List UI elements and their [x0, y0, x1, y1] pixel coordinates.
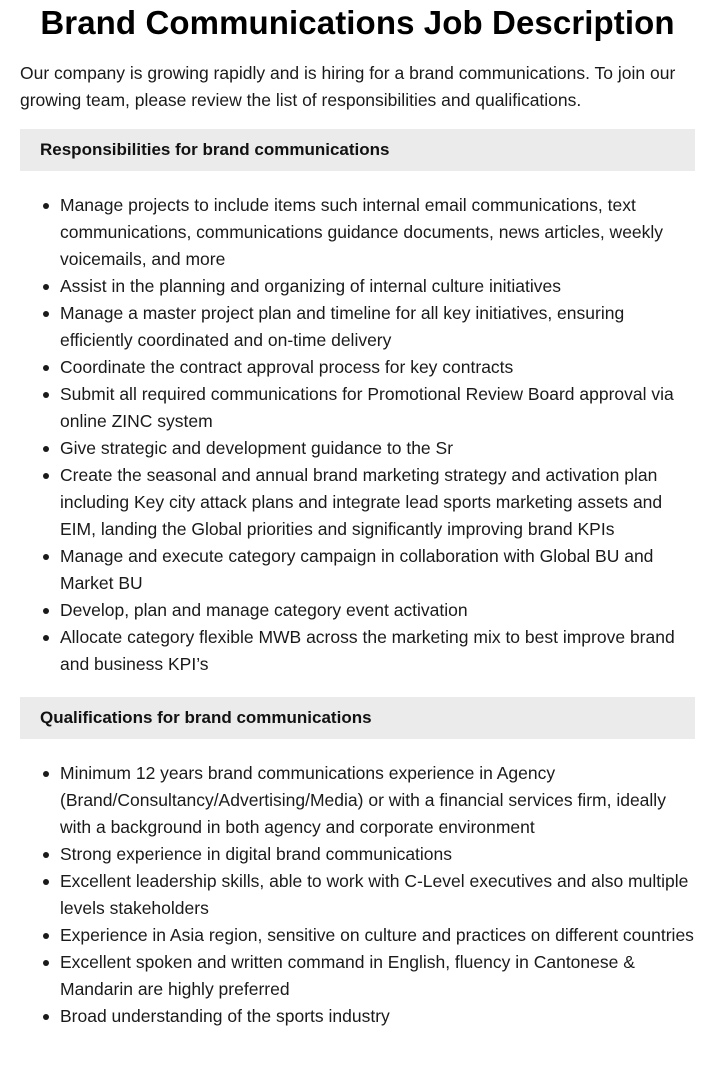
qualifications-heading: Qualifications for brand communications — [20, 697, 695, 739]
list-item: Manage and execute category campaign in collaboration with Global BU and Market BU — [60, 543, 695, 597]
list-item: Coordinate the contract approval process for key contracts — [60, 354, 695, 381]
list-item: Strong experience in digital brand communications — [60, 841, 695, 868]
intro-paragraph: Our company is growing rapidly and is hiring for a brand communications. To join our growing team, please review the list of responsibilities and qualifications. — [20, 63, 676, 110]
list-item: Manage a master project plan and timeline for all key initiatives, ensuring efficiently coordinated and on-time delivery — [60, 300, 695, 354]
list-item: Give strategic and development guidance to the Sr — [60, 435, 695, 462]
list-item: Create the seasonal and annual brand marketing strategy and activation plan including Key city attack plans and integrate lead sports marketing assets and EIM, landing the Global priorities and significantly improving brand KPIs — [60, 462, 695, 543]
list-item: Submit all required communications for Promotional Review Board approval via online ZINC system — [60, 381, 695, 435]
list-item: Excellent leadership skills, able to work with C-Level executives and also multiple levels stakeholders — [60, 868, 695, 922]
list-item: Broad understanding of the sports industry — [60, 1003, 695, 1030]
qualifications-list — [20, 760, 695, 1030]
list-item: Develop, plan and manage category event activation — [60, 597, 695, 624]
list-item: Manage projects to include items such internal email communications, text communications, communications guidance documents, news articles, weekly voicemails, and more — [60, 192, 695, 273]
responsibilities-heading: Responsibilities for brand communications — [20, 129, 695, 171]
responsibilities-list — [20, 192, 695, 678]
list-item: Assist in the planning and organizing of internal culture initiatives — [60, 273, 695, 300]
list-item: Minimum 12 years brand communications experience in Agency (Brand/Consultancy/Advertising/Media) or with a financial services firm, ideally with a background in both agency and corporate environment — [60, 760, 695, 841]
list-item: Experience in Asia region, sensitive on culture and practices on different countries — [60, 922, 695, 949]
page-title: Brand Communications Job Description — [40, 4, 675, 41]
list-item: Allocate category flexible MWB across the marketing mix to best improve brand and business KPI’s — [60, 624, 695, 678]
list-item: Excellent spoken and written command in English, fluency in Cantonese & Mandarin are highly preferred — [60, 949, 695, 1003]
